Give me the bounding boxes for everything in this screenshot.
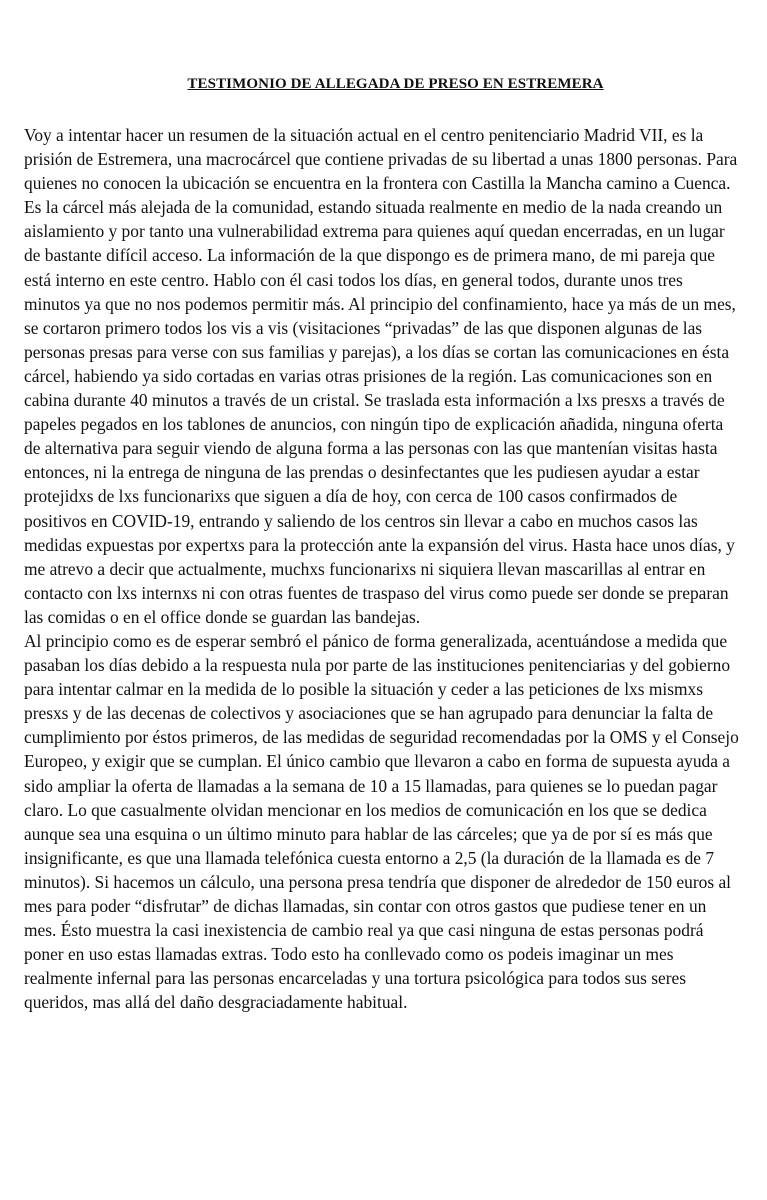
paragraph-2: Al principio como es de esperar sembró el pánico de forma generalizada, acentuándose a medida que pasaban los días debido a la respuesta nula por parte de las instituciones penitenciarias y del gobierno para intentar calmar en la medida de lo posible la situación y ceder a las peticiones de lxs mismxs presxs y de las decenas de colectivos y asociaciones que se han agrupado para denunciar la falta de cumplimiento por éstos primeros, de las medidas de seguridad recomendadas por la OMS y el Consejo Europeo, y exigir que se cumplan. El único cambio que llevaron a cabo en forma de supuesta ayuda a sido ampliar la oferta de llamadas a la semana de 10 a 15 llamadas, para quienes se lo puedan pagar claro. Lo que casualmente olvidan mencionar en los medios de comunicación en los que se dedica aunque sea una esquina o un último minuto para hablar de las cárceles; que ya de por sí es más que insignificante, es que una llamada telefónica cuesta entorno a 2,5 (la duración de la llamada es de 7 minutos). Si hacemos un cálculo, una persona presa tendría que disponer de alrededor de 150 euros al mes para poder “disfrutar” de dichas llamadas, sin contar con otros gastos que pudiese tener en un mes. Ésto muestra la casi inexistencia de cambio real ya que casi ninguna de estas personas podrá poner en uso estas llamadas extras. Todo esto ha conllevado como os podeis imaginar un mes realmente infernal para las personas encarceladas y una tortura psicológica para todos sus seres queridos, mas allá del daño desgraciadamente habitual. (24, 630, 739, 1013)
paragraph-1: Voy a intentar hacer un resumen de la situación actual en el centro penitenciario Madrid VII, es la prisión de Estremera, una macrocárcel que contiene privadas de su libertad a unas 1800 personas. Para quienes no conocen la ubicación se encuentra en la frontera con Castilla la Mancha camino a Cuenca. Es la cárcel más alejada de la comunidad, estando situada realmente en medio de la nada creando un aislamiento y por tanto una vulnerabilidad extrema para quienes aquí quedan encerradas, en un lugar de bastante difícil acceso. La información de la que dispongo es de primera mano, de mi pareja que está interno en este centro. Hablo con él casi todos los días, en general todos, durante unos tres minutos ya que no nos podemos permitir más. Al principio del confinamiento, hace ya más de un mes, se cortaron primero todos los vis a vis (visitaciones “privadas” de las que disponen algunas de las personas presas para verse con sus familias y parejas), a los días se cortan las comunicaciones en ésta cárcel, habiendo ya sido cortadas en varias otras prisiones de la región. Las comunicaciones son en cabina durante 40 minutos a través de un cristal. Se traslada esta información a lxs presxs a través de papeles pegados en los tablones de anuncios, con ningún tipo de explicación añadida, ninguna oferta de alternativa para seguir viendo de alguna forma a las personas con las que mantenían visitas hasta entonces, ni la entrega de ninguna de las prendas o desinfectantes que les pudiesen ayudar a estar protejidxs de lxs funcionarixs que siguen a día de hoy, con cerca de 100 casos confirmados de positivos en COVID-19, entrando y saliendo de los centros sin llevar a cabo en muchos casos las medidas expuestas por expertxs para la protección ante la expansión del virus. Hasta hace unos días, y me atrevo a decir que actualmente, muchxs funcionarixs ni siquiera llevan mascarillas al entrar en contacto con lxs internxs ni con otras fuentes de traspaso del virus como puede ser donde se preparan las comidas o en el office donde se guardan las bandejas. (24, 125, 738, 627)
document-title: TESTIMONIO DE ALLEGADA DE PRESO EN ESTREMERA (187, 76, 604, 92)
